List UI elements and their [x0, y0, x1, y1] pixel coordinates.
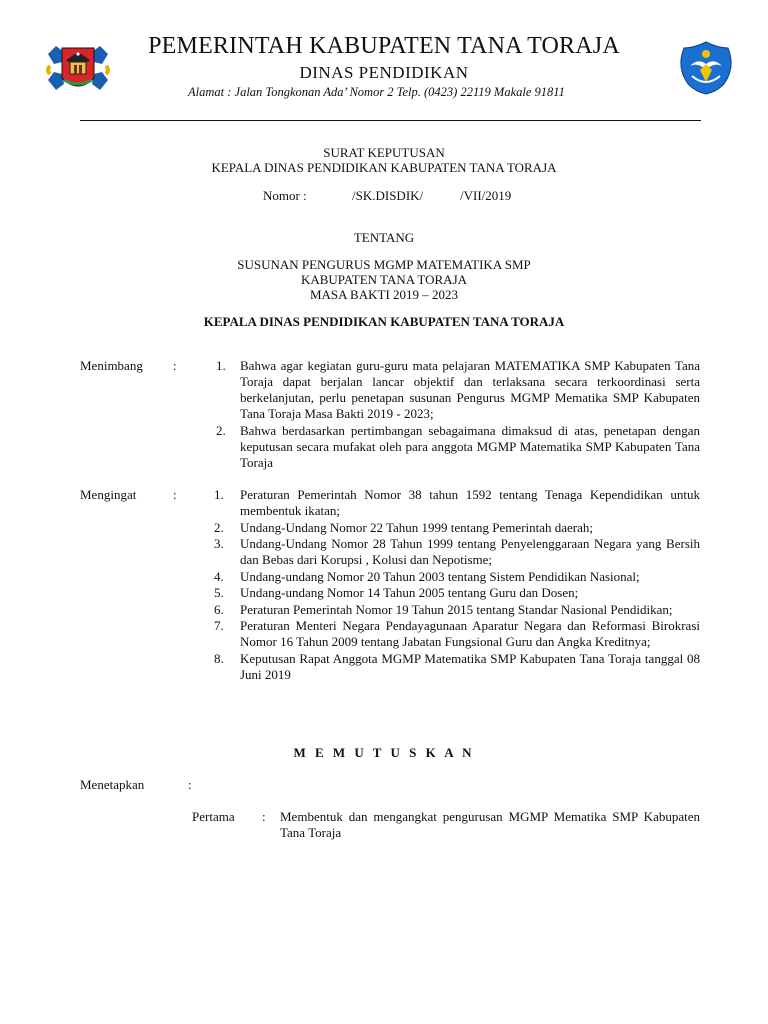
mengingat-label: Mengingat	[80, 487, 137, 502]
tentang-heading: TENTANG	[353, 230, 415, 245]
letterhead-subtitle: DINAS PENDIDIKAN	[299, 63, 469, 82]
list-item	[216, 358, 700, 422]
pertama-colon: :	[262, 809, 266, 824]
list-item-text: Undang-Undang Nomor 28 Tahun 1999 tentang Penyelenggaraan Negara yang Bersih dan Bebas dari Korupsi , Kolusi dan Nepotisme;	[240, 536, 700, 567]
list-item-text: Undang-Undang Nomor 22 Tahun 1999 tentang Pemerintah daerah;	[240, 519, 594, 535]
menetapkan-label: Menetapkan	[80, 777, 145, 792]
list-item-text: Bahwa berdasarkan pertimbangan sebagaimana dimaksud di atas, penetapan dengan keputusan secara mufakat oleh para anggota MGMP Matematika SMP Kabupaten Tana Toraja	[240, 422, 700, 470]
list-item-number: 2.	[216, 422, 226, 438]
list-item	[214, 536, 700, 568]
decree-number-label: Nomor :	[263, 188, 307, 203]
menimbang-label: Menimbang	[80, 358, 143, 373]
list-item-text: Peraturan Pemerintah Nomor 38 tahun 1592 tentang Tenaga Kependidikan untuk membentuk ikatan;	[240, 487, 700, 518]
list-item-number: 1.	[214, 487, 224, 502]
pertama-label: Pertama	[192, 809, 235, 824]
pertama-text: Membentuk dan mengangkat pengurusan MGMP Mematika SMP Kabupaten Tana Toraja	[280, 809, 700, 840]
mengingat-list	[214, 487, 700, 683]
list-item	[214, 585, 700, 601]
mengingat-colon: :	[173, 487, 177, 502]
list-item-text: Undang-undang Nomor 20 Tahun 2003 tentang Sistem Pendidikan Nasional;	[240, 568, 640, 584]
list-item-text: Bahwa agar kegiatan guru-guru mata pelajaran MATEMATIKA SMP Kabupaten Tana Toraja dapat berjalan lancar objektif dan terlaksana secara terkoordinasi serta berkelanjutan, perlu penetapan susunan Pengurus MGMP Mematika SMP Kabupaten Tana Toraja Masa Bakti 2019 - 2023;	[240, 358, 700, 421]
authority-heading: KEPALA DINAS PENDIDIKAN KABUPATEN TANA TORAJA	[203, 314, 565, 329]
list-item-text: Peraturan Pemerintah Nomor 19 Tahun 2015 tentang Standar Nasional Pendidikan;	[240, 601, 673, 617]
decree-number-part2: /VII/2019	[460, 188, 512, 203]
letterhead-divider	[80, 120, 701, 121]
list-item	[214, 602, 700, 618]
list-item-text: Peraturan Menteri Negara Pendayagunaan Aparatur Negara dan Reformasi Birokrasi Nomor 16 Tahun 2009 tentang Jabatan Fungsional Guru dan Angka Kreditnya;	[240, 618, 700, 649]
subject-line-2: KABUPATEN TANA TORAJA	[300, 272, 468, 287]
subject-line-1: SUSUNAN PENGURUS MGMP MATEMATIKA SMP	[237, 257, 531, 272]
list-item-number: 6.	[214, 601, 224, 617]
list-item-number: 7.	[214, 618, 224, 633]
letterhead-address: Alamat : Jalan Tongkonan Ada’ Nomor 2 Telp. (0423) 22119 Makale 91811	[188, 85, 565, 99]
list-item-number: 4.	[214, 568, 224, 584]
list-item-text: Undang-undang Nomor 14 Tahun 2005 tentang Guru dan Dosen;	[240, 585, 579, 600]
menimbang-colon: :	[173, 358, 177, 373]
list-item-number: 8.	[214, 650, 224, 666]
list-item	[216, 423, 700, 471]
decree-issuer: KEPALA DINAS PENDIDIKAN KABUPATEN TANA TORAJA	[211, 160, 557, 175]
list-item-text: Keputusan Rapat Anggota MGMP Matematika SMP Kabupaten Tana Toraja tanggal 08 Juni 2019	[240, 650, 700, 682]
letterhead-title: PEMERINTAH KABUPATEN TANA TORAJA	[148, 33, 620, 59]
list-item-number: 5.	[214, 585, 224, 600]
menimbang-list	[216, 358, 700, 471]
list-item	[214, 618, 700, 650]
decree-number-part1: /SK.DISDIK/	[352, 188, 424, 203]
list-item-number: 2.	[214, 519, 224, 535]
tut-wuri-handayani-emblem-icon	[678, 40, 734, 96]
list-item	[214, 651, 700, 683]
list-item	[214, 520, 700, 536]
list-item	[214, 569, 700, 585]
list-item-number: 3.	[214, 536, 224, 551]
list-item	[214, 487, 700, 519]
list-item-number: 1.	[216, 358, 226, 373]
memutuskan-heading: M E M U T U S K A N	[293, 745, 475, 760]
menetapkan-colon: :	[188, 777, 192, 792]
decree-title: SURAT KEPUTUSAN	[323, 145, 445, 160]
subject-line-3: MASA BAKTI 2019 – 2023	[309, 287, 459, 302]
